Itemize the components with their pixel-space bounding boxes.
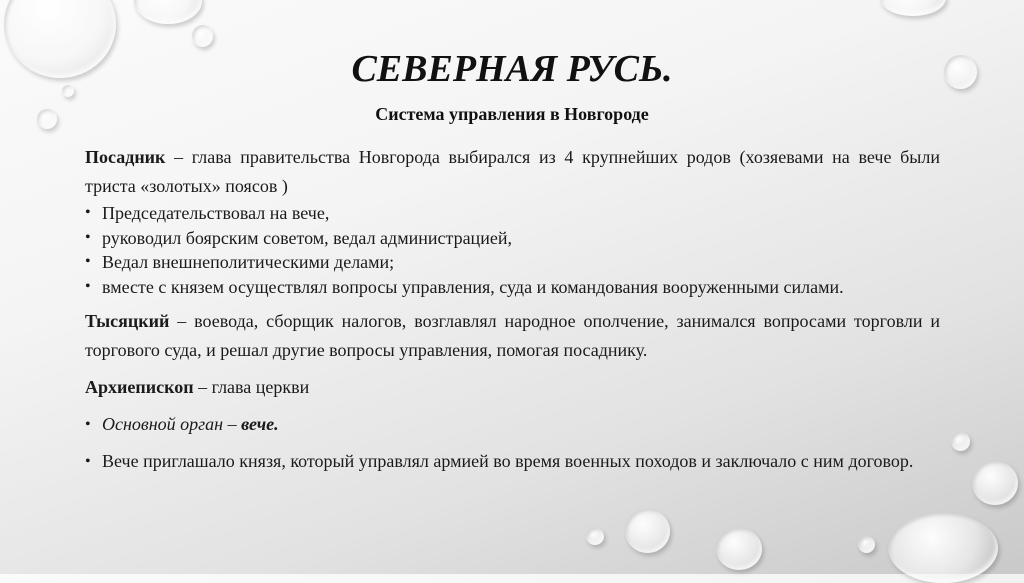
water-drop-decoration (716, 528, 762, 570)
list-item: • Вече приглашало князя, который управлял армией во время военных походов и заключало с ним договор. (85, 447, 940, 476)
posadnik-paragraph (85, 143, 940, 201)
list-item: • Ведал внешнеполитическими делами; (85, 250, 940, 275)
slide-title: СЕВЕРНАЯ РУСЬ. (351, 48, 673, 90)
archbishop-paragraph (85, 373, 940, 402)
veche-bold-text: вече. (241, 414, 279, 434)
water-drop-decoration (134, 0, 202, 24)
list-item: • руководил боярским советом, ведал администрацией, (85, 226, 940, 251)
list-item (85, 410, 940, 439)
posadnik-bullets (85, 201, 940, 299)
water-drop-decoration (880, 0, 946, 16)
water-drop-decoration (192, 25, 213, 47)
water-drop-decoration (625, 509, 670, 553)
tysyatsky-paragraph (85, 307, 940, 365)
veche-bullets (85, 410, 940, 476)
slide-content (85, 143, 940, 476)
water-drop-decoration (888, 513, 998, 583)
water-drop-decoration (951, 432, 970, 451)
archbishop-definition: – глава церкви (193, 377, 310, 397)
tysyatsky-term: Тысяцкий (85, 311, 170, 331)
list-item: • вместе с князем осуществлял вопросы управления, суда и командования вооруженными силами. (85, 275, 940, 300)
list-item: • Председательствовал на вече, (85, 201, 940, 226)
tysyatsky-definition: – воевода, сборщик налогов, возглавлял народное ополчение, занимался вопросами торговли и торгового суда, и решал другие вопросы управления, помогая посаднику. (85, 311, 940, 360)
posadnik-definition: – глава правительства Новгорода выбирался из 4 крупнейших родов (хозяевами на вече были триста «золотых» поясов ) (85, 147, 940, 196)
slide-subtitle: Система управления в Новгороде (375, 104, 649, 124)
posadnik-term: Посадник (85, 147, 166, 167)
archbishop-term: Архиепископ (85, 377, 194, 397)
veche-italic-text: Основной орган – (102, 414, 242, 434)
water-drop-decoration (586, 528, 604, 545)
water-drop-decoration (858, 536, 875, 553)
water-drop-decoration (972, 461, 1018, 505)
